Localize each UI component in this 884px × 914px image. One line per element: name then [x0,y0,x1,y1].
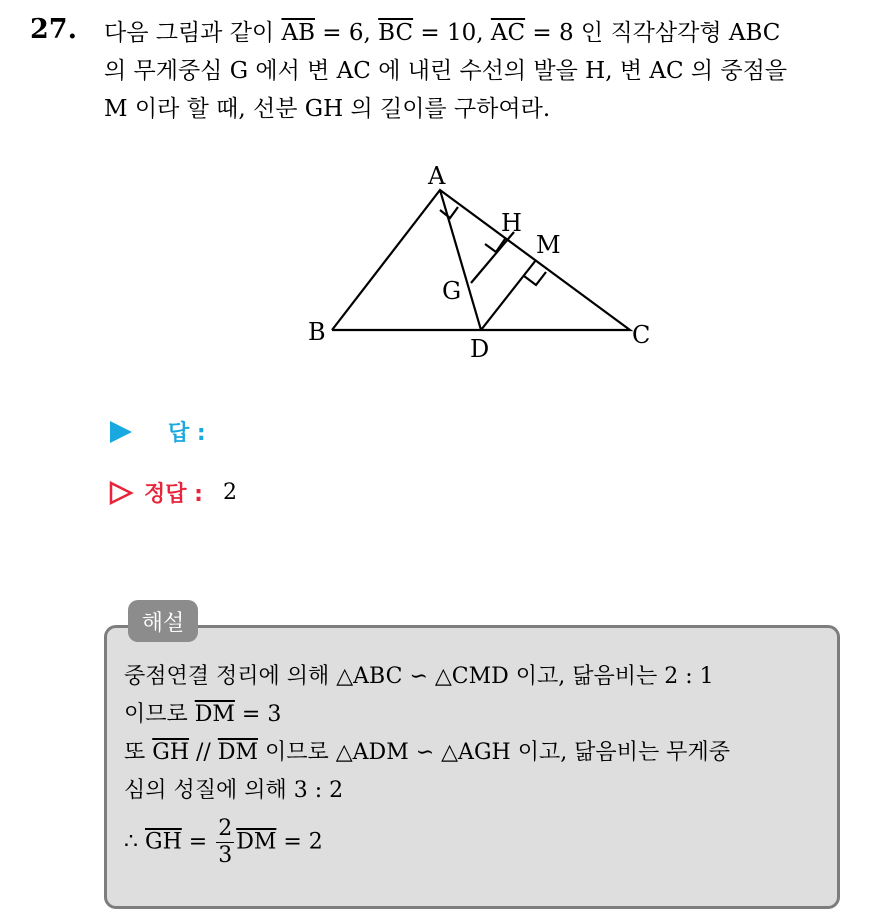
segment-gh-text: $\overline{GH}$ [152,740,190,765]
question-number: 27. [30,14,77,45]
segment-bc: $\overline{BC}$ [378,20,414,46]
text-span: = 6, [314,20,379,46]
solution-line-4: 심의 성질에 의해 3 : 2 [124,778,344,803]
fraction-denominator: 3 [218,843,233,868]
outline-play-icon [108,481,134,505]
solution-line-5 [124,816,830,869]
triangle-abc [332,190,630,330]
label-c: C [632,321,651,349]
question-line-3: M 이라 할 때, 선분 GH 의 길이를 구하여라. [104,96,551,122]
question-line-2: 의 무게중심 G 에서 변 AC 에 내린 수선의 발을 H, 변 AC 의 중점을 [104,58,788,84]
label-g: G [442,277,462,305]
solution-tag: 해설 [128,600,198,642]
therefore-symbol: ∴ [124,829,145,855]
segment-dm-text: $\overline{DM}$ [217,740,258,765]
correct-answer-label: 정답 : [144,482,203,507]
segment-ac: $\overline{AC}$ [490,20,526,46]
parallel-symbol: // [189,740,218,765]
segment-dm [481,260,536,330]
right-angle-mark-m [524,272,546,285]
answer-row [108,416,226,447]
text-span: = 2 [276,829,323,855]
right-angle-mark-a [440,207,458,218]
segment-ab: $\overline{AB}$ [281,20,315,46]
solution-line-2 [124,696,830,734]
question-line-1 [104,14,874,52]
label-m: M [536,231,561,259]
segment-dm-text: $\overline{DM}$ [194,702,235,727]
text-span: = 8 인 직각삼각형 ABC [525,20,781,46]
answer-label: 답 : [168,421,206,446]
segment-gh [471,232,514,283]
label-b: B [308,318,326,346]
text-span: = 10, [413,20,491,46]
question-text [104,14,874,128]
text-span: = [181,829,215,855]
label-a: A [428,162,446,190]
text-span: 이므로 [124,702,195,727]
triangle-figure [290,150,670,370]
fraction-numerator: 2 [218,816,233,841]
text-span: 다음 그림과 같이 [104,20,282,46]
solution-line-3 [124,734,830,772]
text-span: = 3 [234,702,282,727]
label-d: D [470,335,490,363]
label-h: H [501,209,522,237]
solution-line-1: 중점연결 정리에 의해 △ABC ∽ △CMD 이고, 닮음비는 2 : 1 [124,664,714,689]
correct-answer-value: 2 [222,480,237,505]
segment-dm-text: $\overline{DM}$ [236,829,277,855]
correct-answer-row [108,477,237,508]
text-span: 또 [124,740,153,765]
play-icon [108,420,134,444]
text-span: 이므로 △ADM ∽ △AGH 이고, 닮음비는 무게중 [258,740,730,765]
segment-gh-text: $\overline{GH}$ [145,829,182,855]
solution-text [124,658,830,869]
median-ad [440,190,481,330]
fraction [216,816,234,869]
